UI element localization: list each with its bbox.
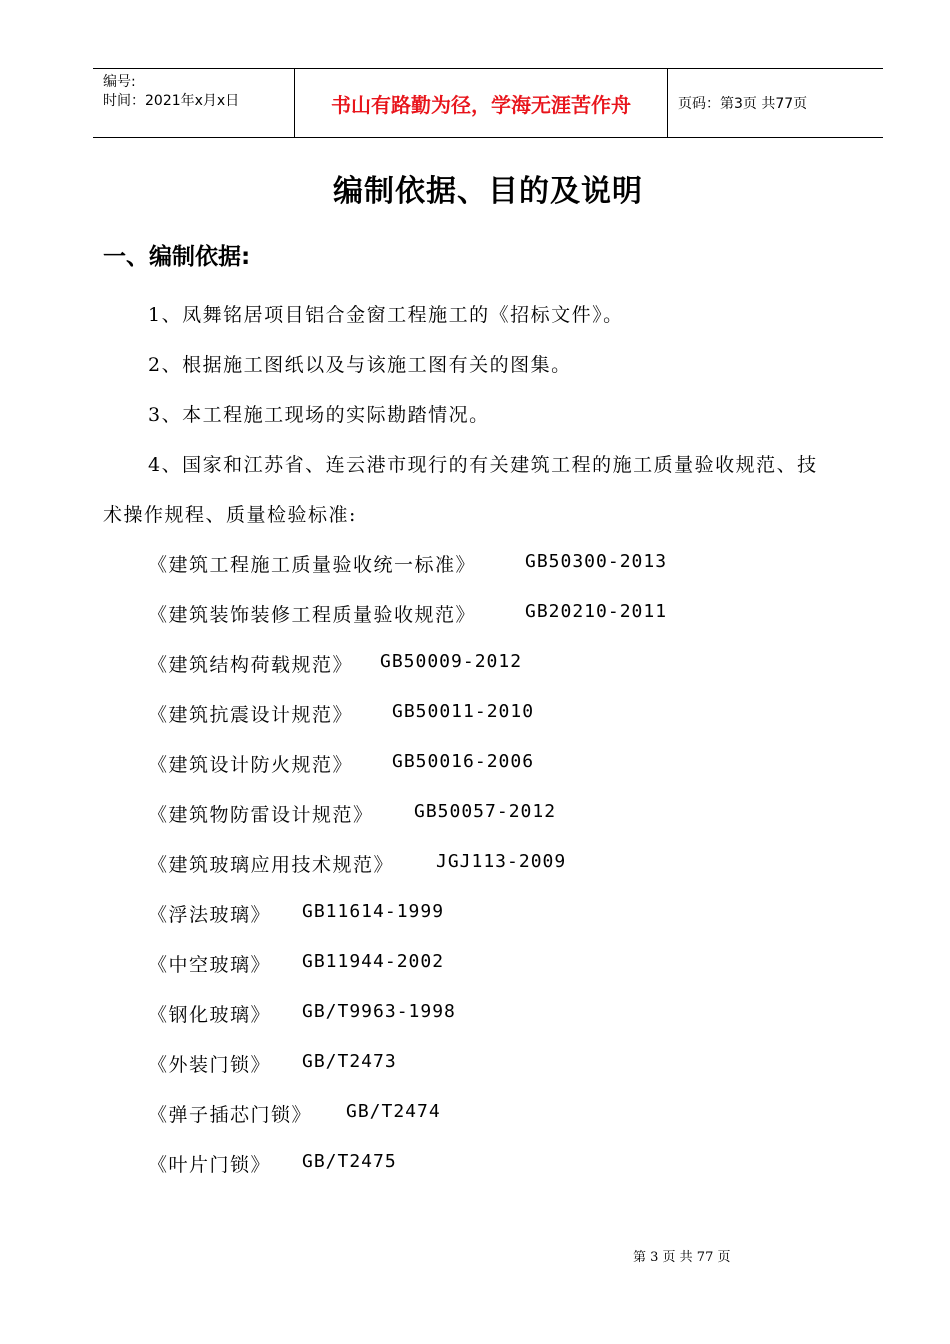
standard-name: 《建筑玻璃应用技术规范》 bbox=[148, 854, 395, 876]
page-footer: 第 3 页 共 77 页 bbox=[633, 1250, 731, 1265]
document-time-label: 时间：2021年x月x日 bbox=[103, 93, 240, 109]
standard-code: GB/T9963-1998 bbox=[302, 1001, 456, 1022]
paragraph-4-line-2: 术操作规程、质量检验标准: bbox=[103, 504, 357, 526]
document-title: 编制依据、目的及说明 bbox=[333, 174, 643, 209]
page-header bbox=[93, 68, 883, 138]
paragraph-1: 1、凤舞铭居项目铝合金窗工程施工的《招标文件》。 bbox=[148, 304, 624, 326]
standard-code: GB/T2474 bbox=[346, 1101, 441, 1122]
standard-name: 《建筑物防雷设计规范》 bbox=[148, 804, 374, 826]
header-motto: 书山有路勤为径，学海无涯苦作舟 bbox=[294, 69, 668, 137]
paragraph-4-line-1: 4、国家和江苏省、连云港市现行的有关建筑工程的施工质量验收规范、技 bbox=[148, 454, 818, 476]
standard-name: 《浮法玻璃》 bbox=[148, 904, 272, 926]
standard-name: 《建筑工程施工质量验收统一标准》 bbox=[148, 554, 477, 576]
standard-name: 《中空玻璃》 bbox=[148, 954, 272, 976]
standard-code: GB20210-2011 bbox=[525, 601, 668, 622]
standard-name: 《叶片门锁》 bbox=[148, 1154, 272, 1176]
standard-code: GB50016-2006 bbox=[392, 751, 535, 772]
standard-name: 《外装门锁》 bbox=[148, 1054, 272, 1076]
standard-code: GB/T2473 bbox=[302, 1051, 397, 1072]
standard-code: GB50011-2010 bbox=[392, 701, 535, 722]
section-heading: 一、编制依据: bbox=[103, 244, 251, 270]
document-number-label: 编号: bbox=[103, 74, 136, 90]
standard-name: 《钢化玻璃》 bbox=[148, 1004, 272, 1026]
standard-code: JGJ113-2009 bbox=[436, 851, 567, 872]
standard-name: 《建筑设计防火规范》 bbox=[148, 754, 354, 776]
standard-code: GB11944-2002 bbox=[302, 951, 445, 972]
standard-name: 《建筑抗震设计规范》 bbox=[148, 704, 354, 726]
standard-code: GB50300-2013 bbox=[525, 551, 668, 572]
paragraph-2: 2、根据施工图纸以及与该施工图有关的图集。 bbox=[148, 354, 572, 376]
standard-name: 《建筑结构荷载规范》 bbox=[148, 654, 354, 676]
header-page-label: 页码：第3页 共77页 bbox=[678, 96, 808, 112]
header-left-cell bbox=[93, 69, 294, 137]
standard-code: GB50009-2012 bbox=[380, 651, 523, 672]
standard-code: GB/T2475 bbox=[302, 1151, 397, 1172]
standard-name: 《弹子插芯门锁》 bbox=[148, 1104, 313, 1126]
standard-name: 《建筑装饰装修工程质量验收规范》 bbox=[148, 604, 477, 626]
paragraph-3: 3、本工程施工现场的实际勘踏情况。 bbox=[148, 404, 490, 426]
standard-code: GB11614-1999 bbox=[302, 901, 445, 922]
standard-code: GB50057-2012 bbox=[414, 801, 557, 822]
